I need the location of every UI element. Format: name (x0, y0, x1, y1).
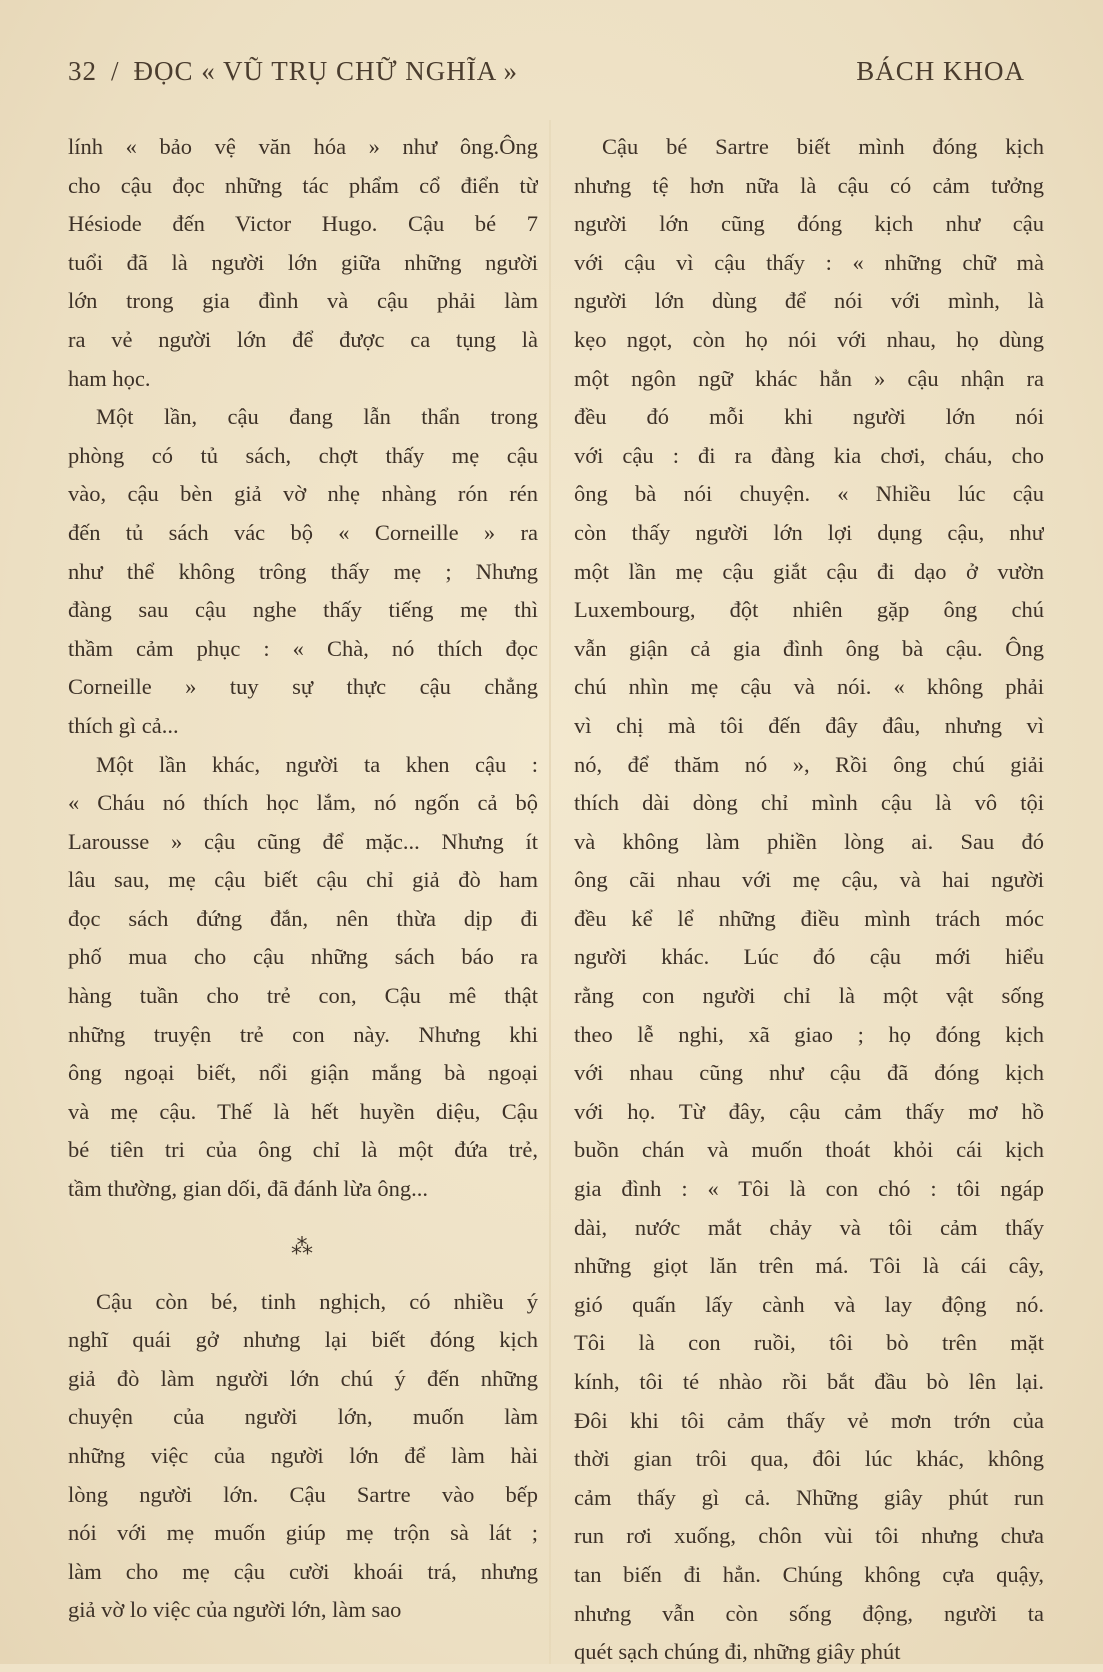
text-line: đàng sau cậu nghe thấy tiếng mẹ thì (68, 597, 538, 623)
text-line: người lớn cũng đóng kịch như cậu (574, 211, 1044, 237)
text-line: ra vẻ người lớn để được ca tụng là (68, 326, 538, 352)
text-line: lính « bảo vệ văn hóa » như ông.Ông (68, 134, 538, 159)
text-line: thầm cảm phục : « Chà, nó thích đọc (68, 635, 538, 661)
page-header (68, 56, 1025, 96)
text-line: Hésiode đến Victor Hugo. Cậu bé 7 (68, 211, 538, 237)
left-text-column (68, 128, 538, 1630)
text-line: kẹo ngọt, còn họ nói với nhau, họ dùng (574, 326, 1044, 352)
text-line: lâu sau, mẹ cậu biết cậu chỉ giả đò ham (68, 867, 538, 893)
text-line: đến tủ sách vác bộ « Corneille » ra (68, 519, 538, 545)
text-line: nhưng vẫn còn sống động, người ta (574, 1600, 1044, 1626)
text-line: buồn chán và muốn thoát khỏi cái kịch (574, 1137, 1044, 1163)
text-line: nói với mẹ muốn giúp mẹ trộn sà lát ; (68, 1520, 538, 1546)
text-line: Một lần khác, người ta khen cậu : (96, 751, 538, 777)
text-line: quét sạch chúng đi, những giây phút (574, 1639, 901, 1665)
text-line: Larousse » cậu cũng để mặc... Nhưng ít (68, 828, 538, 854)
text-line: Corneille » tuy sự thực cậu chẳng (68, 674, 538, 700)
paragraph (68, 1283, 538, 1630)
header-left (68, 56, 518, 87)
right-text-column (574, 128, 1044, 1672)
paragraph (68, 398, 538, 745)
paragraph (574, 128, 1044, 1672)
text-line: một lần mẹ cậu giắt cậu đi dạo ở vườn (574, 558, 1044, 584)
text-line: với cậu : đi ra đàng kia chơi, cháu, cho (574, 442, 1044, 468)
text-line: và mẹ cậu. Thế là hết huyền diệu, Cậu (68, 1098, 538, 1124)
paragraph (68, 746, 538, 1209)
text-line: giả đò làm người lớn chú ý đến những (68, 1365, 538, 1391)
text-line: thích gì cả... (68, 712, 179, 738)
text-line: Một lần, cậu đang lẫn thẩn trong (96, 404, 538, 430)
text-line: Tôi là con ruồi, tôi bò trên mặt (574, 1330, 1044, 1356)
text-line: tuổi đã là người lớn giữa những người (68, 249, 538, 275)
text-line: vẫn giận cả gia đình ông bà cậu. Ông (574, 635, 1044, 661)
text-line: với nhau cũng như cậu đã đóng kịch (574, 1060, 1044, 1086)
text-line: người khác. Lúc đó cậu mới hiểu (574, 944, 1044, 970)
text-line: cho cậu đọc những tác phẩm cổ điển từ (68, 172, 538, 198)
text-line: nó, để thăm nó », Rồi ông chú giải (574, 751, 1044, 777)
text-line: những việc của người lớn để làm hài (68, 1443, 538, 1468)
text-line: những truyện trẻ con này. Nhưng khi (68, 1021, 538, 1047)
text-line: một ngôn ngữ khác hẳn » cậu nhận ra (574, 365, 1044, 391)
text-line: còn thấy người lớn lợi dụng cậu, như (574, 519, 1044, 545)
text-line: nhưng tệ hơn nữa là cậu có cảm tưởng (574, 172, 1044, 198)
text-line: đều đó mỗi khi người lớn nói (574, 404, 1044, 430)
paragraph (68, 128, 538, 398)
text-line: chuyện của người lớn, muốn làm (68, 1404, 538, 1430)
text-line: đều kể lể những điều mình trách móc (574, 905, 1044, 931)
header-separator: / (111, 56, 120, 86)
text-line: nghĩ quái gở nhưng lại biết đóng kịch (68, 1327, 538, 1353)
text-line: và không làm phiền lòng ai. Sau đó (574, 828, 1044, 854)
text-line: như thể không trông thấy mẹ ; Nhưng (68, 558, 538, 584)
text-line: Cậu bé Sartre biết mình đóng kịch (602, 134, 1044, 159)
text-line: ham học. (68, 365, 151, 391)
text-line: rằng con người chỉ là một vật sống (574, 983, 1044, 1009)
text-line: những giọt lăn trên má. Tôi là cái cây, (574, 1253, 1044, 1279)
text-line: thời gian trôi qua, đôi lúc khác, không (574, 1446, 1044, 1472)
text-line: lòng người lớn. Cậu Sartre vào bếp (68, 1481, 538, 1507)
text-line: thích dài dòng chỉ mình cậu là vô tội (574, 790, 1044, 816)
text-line: bé tiên tri của ông chỉ là một đứa trẻ, (68, 1137, 538, 1163)
page-number: 32 (68, 56, 97, 86)
text-line: run rơi xuống, chôn vùi tôi nhưng chưa (574, 1523, 1044, 1549)
text-line: « Cháu nó thích học lắm, nó ngốn cả bộ (68, 790, 538, 816)
magazine-name: BÁCH KHOA (856, 56, 1025, 86)
text-line: ông ngoại biết, nổi giận mắng bà ngoại (68, 1060, 538, 1086)
section-separator: ⁂ (291, 1233, 315, 1259)
text-line: người lớn dùng để nói với mình, là (574, 288, 1044, 314)
text-line: lớn trong gia đình và cậu phải làm (68, 288, 538, 314)
text-line: gia đình : « Tôi là con chó : tôi ngáp (574, 1176, 1044, 1202)
text-line: kính, tôi té nhào rồi bắt đầu bò lên lại. (574, 1369, 1044, 1394)
text-line: Luxembourg, đột nhiên gặp ông chú (574, 597, 1044, 623)
text-line: hàng tuần cho trẻ con, Cậu mê thật (68, 983, 538, 1009)
text-line: vì chị mà tôi đến đây đâu, nhưng vì (574, 712, 1044, 738)
text-line: Đôi khi tôi cảm thấy vẻ mơn trớn của (574, 1407, 1044, 1433)
text-line: ông cãi nhau với mẹ cậu, và hai người (574, 867, 1044, 893)
text-line: đọc sách đứng đắn, nên thừa dịp đi (68, 905, 538, 931)
text-line: với cậu vì cậu thấy : « những chữ mà (574, 249, 1044, 275)
text-line: phố mua cho cậu những sách báo ra (68, 944, 538, 970)
text-line: giả vờ lo việc của người lớn, làm sao (68, 1597, 402, 1623)
text-line: theo lễ nghi, xã giao ; họ đóng kịch (574, 1021, 1044, 1047)
article-title: ĐỌC « VŨ TRỤ CHỮ NGHĨA » (133, 56, 518, 86)
text-line: Cậu còn bé, tinh nghịch, có nhiều ý (96, 1288, 538, 1314)
text-line: chú nhìn mẹ cậu và nói. « không phải (574, 674, 1044, 700)
text-line: ông bà nói chuyện. « Nhiều lúc cậu (574, 481, 1044, 507)
text-line: cảm thấy gì cả. Những giây phút run (574, 1484, 1044, 1510)
text-line: phòng có tủ sách, chợt thấy mẹ cậu (68, 442, 538, 468)
column-gutter (549, 120, 551, 1664)
text-line: gió quấn lấy cành và lay động nó. (574, 1291, 1044, 1317)
text-line: tầm thường, gian dối, đã đánh lừa ông... (68, 1176, 428, 1202)
text-line: tan biến đi hẳn. Chúng không cựa quậy, (574, 1561, 1044, 1587)
text-line: dài, nước mắt chảy và tôi cảm thấy (574, 1214, 1044, 1240)
text-line: vào, cậu bèn giả vờ nhẹ nhàng rón rén (68, 481, 538, 507)
text-line: làm cho mẹ cậu cười khoái trá, nhưng (68, 1558, 538, 1584)
text-line: với họ. Từ đây, cậu cảm thấy mơ hồ (574, 1098, 1044, 1124)
